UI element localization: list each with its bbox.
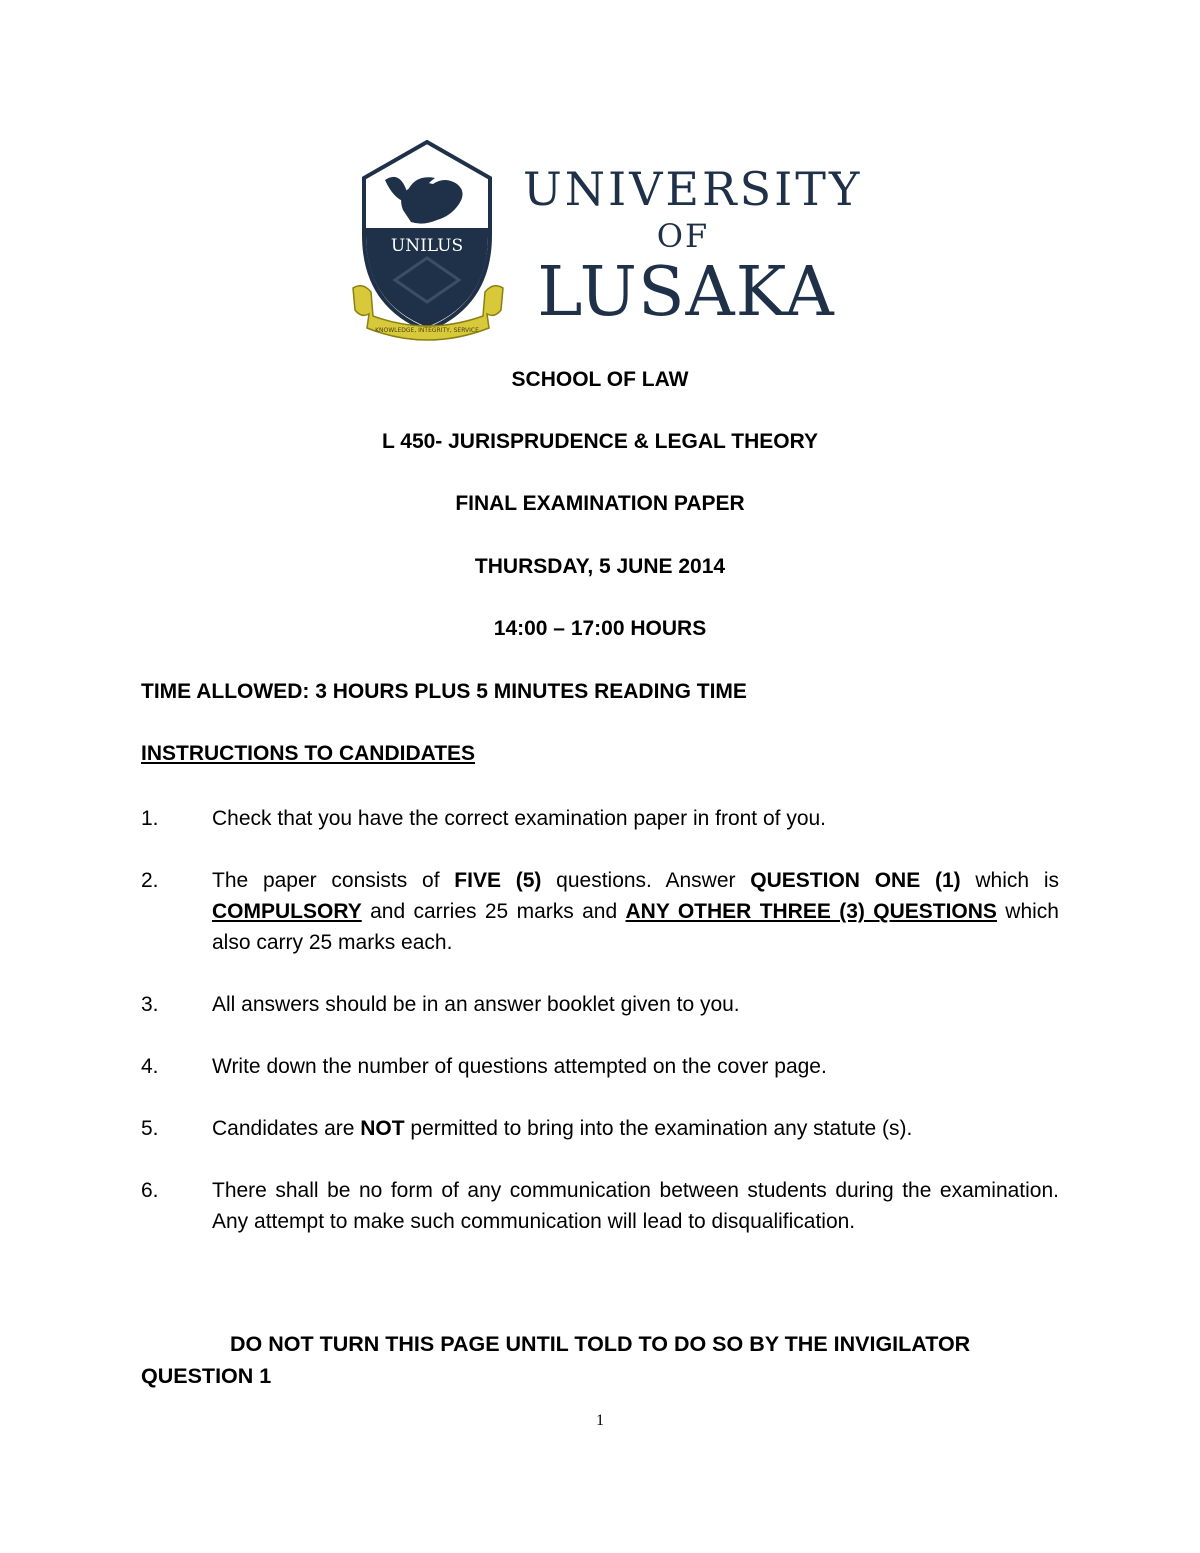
exam-time: 14:00 – 17:00 HOURS	[493, 617, 707, 640]
instruction-number: 4.	[141, 1055, 159, 1078]
wordmark-lusaka: LUSAKA	[537, 253, 835, 332]
time-allowed: TIME ALLOWED: 3 HOURS PLUS 5 MINUTES READING TIME	[141, 680, 747, 703]
emphasis-compulsory: COMPULSORY	[212, 900, 362, 923]
instruction-number: 6.	[141, 1179, 159, 1202]
emphasis-any-other-three: ANY OTHER THREE (3) QUESTIONS	[625, 900, 997, 923]
instruction-item	[141, 803, 1059, 834]
instruction-text: There shall be no form of any communication between students during the examination. Any attempt to make such communication will lead to disqualification.	[212, 1179, 1059, 1233]
crest-motto: KNOWLEDGE, INTEGRITY, SERVICE	[375, 327, 479, 334]
instruction-text: Candidates are NOT permitted to bring into the examination any statute (s).	[212, 1117, 913, 1140]
instructions-heading: INSTRUCTIONS TO CANDIDATES	[141, 742, 476, 765]
emphasis-not: NOT	[360, 1117, 405, 1140]
instruction-text: All answers should be in an answer booklet given to you.	[212, 993, 740, 1016]
wordmark-of: OF	[656, 217, 710, 255]
instruction-number: 5.	[141, 1117, 159, 1140]
wordmark-university: UNIVERSITY	[523, 162, 863, 216]
instruction-text: Write down the number of questions attempted on the cover page.	[212, 1055, 827, 1078]
instruction-text: Check that you have the correct examination paper in front of you.	[212, 807, 827, 830]
school-name: SCHOOL OF LAW	[511, 368, 689, 391]
university-crest-icon	[345, 140, 510, 355]
question-heading: QUESTION 1	[141, 1364, 272, 1388]
instruction-number: 1.	[141, 807, 159, 830]
instruction-item	[141, 865, 1059, 958]
crest-label: UNILUS	[390, 236, 464, 256]
instruction-item	[141, 1175, 1059, 1237]
emphasis-question-one: QUESTION ONE (1)	[750, 869, 961, 892]
emphasis-five: FIVE (5)	[454, 869, 542, 892]
page-number: 1	[596, 1412, 604, 1429]
instruction-item	[141, 1051, 1059, 1082]
instruction-number: 2.	[141, 869, 159, 892]
course-title: L 450- JURISPRUDENCE & LEGAL THEORY	[381, 430, 819, 453]
instruction-item	[141, 1113, 1059, 1144]
university-wordmark	[523, 162, 863, 332]
instruction-text: The paper consists of FIVE (5) questions. Answer QUESTION ONE (1) which is COMPULSORY and carries 25 marks and ANY OTHER THREE (3) QUESTIONS which also carry 25 marks each.	[212, 869, 1059, 954]
paper-title: FINAL EXAMINATION PAPER	[455, 492, 745, 515]
instruction-number: 3.	[141, 993, 159, 1016]
university-logo	[345, 140, 863, 355]
instruction-item	[141, 989, 1059, 1020]
do-not-turn-warning: DO NOT TURN THIS PAGE UNTIL TOLD TO DO SO BY THE INVIGILATOR	[230, 1332, 971, 1356]
exam-date: THURSDAY, 5 JUNE 2014	[474, 555, 726, 578]
